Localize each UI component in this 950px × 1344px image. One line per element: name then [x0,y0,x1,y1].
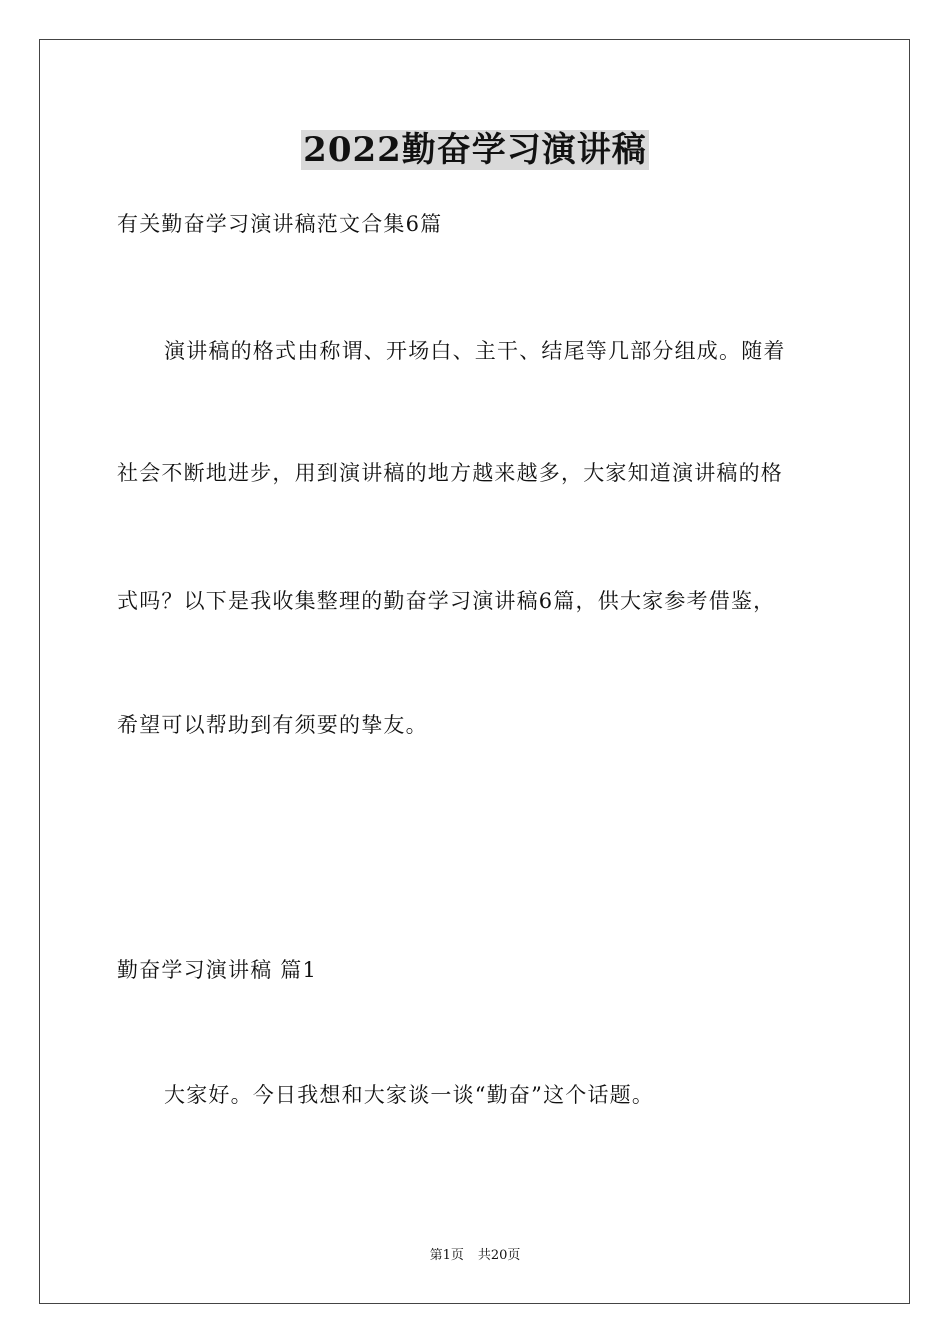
page-footer [0,1248,950,1264]
page-number: 第1页 [429,1248,464,1263]
document-title-text: 2022勤奋学习演讲稿 [303,130,647,170]
page-total: 共20页 [477,1248,521,1263]
section-heading: 勤奋学习演讲稿 篇1 [117,958,318,982]
intro-line-3: 式吗？以下是我收集整理的勤奋学习演讲稿6篇，供大家参考借鉴， [117,589,776,613]
intro-line-4: 希望可以帮助到有须要的挚友。 [117,713,428,737]
section-paragraph-line: 大家好。今日我想和大家谈一谈“勤奋”这个话题。 [164,1083,655,1107]
intro-line-2: 社会不断地进步，用到演讲稿的地方越来越多，大家知道演讲稿的格 [117,461,783,485]
intro-line-1: 演讲稿的格式由称谓、开场白、主干、结尾等几部分组成。随着 [164,339,786,363]
document-title [0,128,950,172]
document-subtitle: 有关勤奋学习演讲稿范文合集6篇 [117,212,443,236]
